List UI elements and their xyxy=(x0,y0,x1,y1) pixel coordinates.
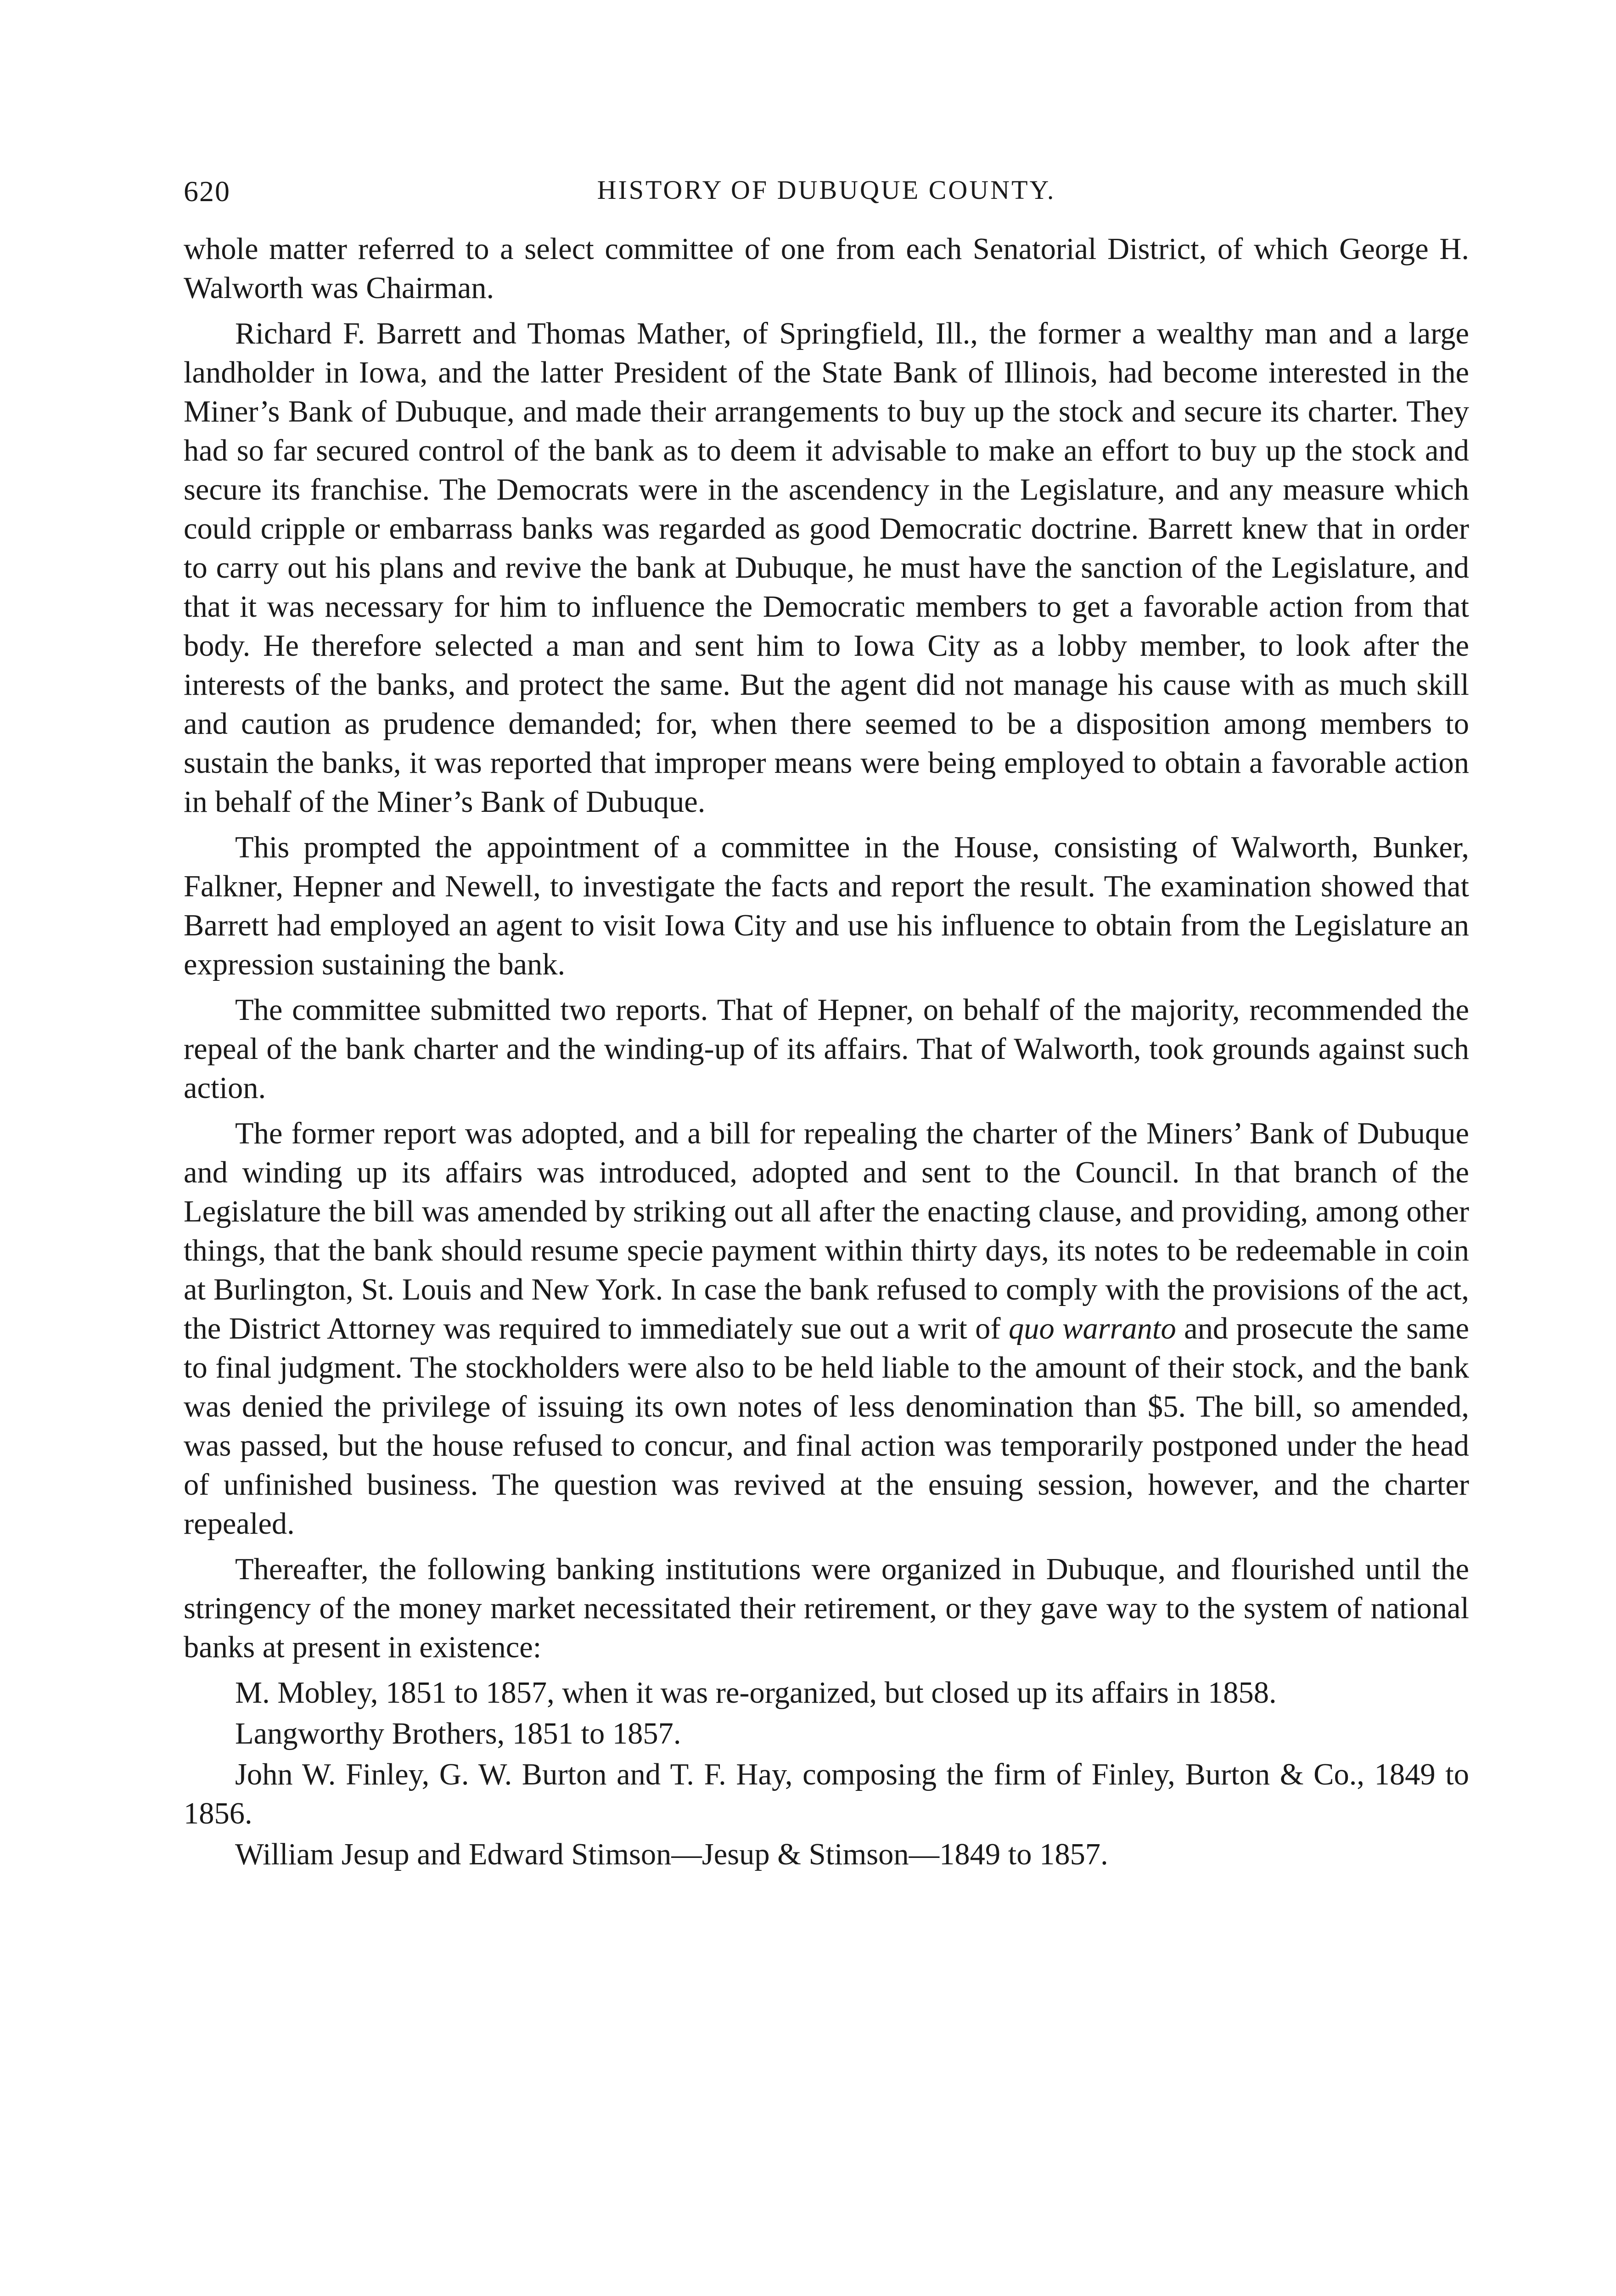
paragraph-bill-repeal xyxy=(184,1114,1469,1543)
paragraph-banking-institutions: Thereafter, the following banking institutions were organized in Dubuque, and flourished until the stringency of the money market necessitated their retirement, or they gave way to the system of national banks at present in existence: xyxy=(184,1553,1469,1664)
paragraph-committee-referral: whole matter referred to a select committee of one from each Senatorial District, of which George H. Walworth was Chairman. xyxy=(184,232,1469,305)
list-item-langworthy: Langworthy Brothers, 1851 to 1857. xyxy=(235,1717,681,1750)
running-head xyxy=(184,174,1469,230)
paragraph-house-committee: This prompted the appointment of a committee in the House, consisting of Walworth, Bunker, Falkner, Hepner and Newell, to investigate the facts and report the result. The examination showed that Barrett had employed an agent to visit Iowa City and use his influence to obtain from the Legislature an expression sustaining the bank. xyxy=(184,831,1469,981)
paragraph-committee-reports: The committee submitted two reports. That of Hepner, on behalf of the majority, recommended the repeal of the bank charter and the winding-up of its affairs. That of Walworth, took grounds against such action. xyxy=(184,993,1469,1105)
page-number: 620 xyxy=(184,175,230,208)
paragraph-bill-repeal-text-1: The former report was adopted, and a bill for repealing the charter of the Miners’ Bank of Dubuque and winding up its affairs was introduced, adopted and sent to the Council. In that branch of the Legislature the bill was amended by striking out all after the enacting clause, and providing, among other things, that the bank should resume specie payment within thirty days, its notes to be redeemable in coin at Burlington, St. Louis and New York. In case the bank refused to comply with the provisions of the act, the District Attorney was required to immediately sue out a writ of xyxy=(184,1117,1469,1345)
paragraph-bill-repeal-text-2: and prosecute the same to final judgment. The stockholders were also to be held liable to the amount of their stock, and the bank was denied the privilege of issuing its own notes of less denomination than $5. The bill, so amended, was passed, but the house refused to concur, and final action was temporarily postponed under the head of unfinished business. The question was revived at the ensuing session, however, and the charter repealed. xyxy=(184,1312,1469,1541)
list-item-jesup-stimson: William Jesup and Edward Stimson—Jesup & Stimson—1849 to 1857. xyxy=(235,1838,1108,1871)
quo-warranto-phrase: quo warranto xyxy=(1008,1312,1176,1345)
paragraph-barrett-mather: Richard F. Barrett and Thomas Mather, of Springfield, Ill., the former a wealthy man and a large landholder in Iowa, and the latter President of the State Bank of Illinois, had become interested in the Miner’s Bank of Dubuque, and made their arrangements to buy up the stock and secure its charter. They had so far secured control of the bank as to deem it advisable to make an effort to buy up the stock and secure its franchise. The Democrats were in the ascendency in the Legislature, and any measure which could cripple or embarrass banks was regarded as good Democratic doctrine. Barrett knew that in order to carry out his plans and revive the bank at Dubuque, he must have the sanction of the Legislature, and that it was necessary for him to influence the Democratic members to get a favorable action from that body. He therefore selected a man and sent him to Iowa City as a lobby member, to look after the interests of the banks, and protect the same. But the agent did not manage his cause with as much skill and caution as prudence demanded; for, when there seemed to be a disposition among members to sustain the banks, it was reported that improper means were being employed to obtain a favorable action in behalf of the Miner’s Bank of Dubuque. xyxy=(184,317,1469,819)
list-item-mobley: M. Mobley, 1851 to 1857, when it was re-organized, but closed up its affairs in 1858. xyxy=(235,1676,1277,1710)
list-item-finley-burton: John W. Finley, G. W. Burton and T. F. Hay, composing the firm of Finley, Burton & Co., 1849 to 1856. xyxy=(184,1758,1469,1830)
body-text xyxy=(184,230,1469,1874)
page-header-title: HISTORY OF DUBUQUE COUNTY. xyxy=(597,175,1056,205)
document-page xyxy=(184,174,1469,1874)
